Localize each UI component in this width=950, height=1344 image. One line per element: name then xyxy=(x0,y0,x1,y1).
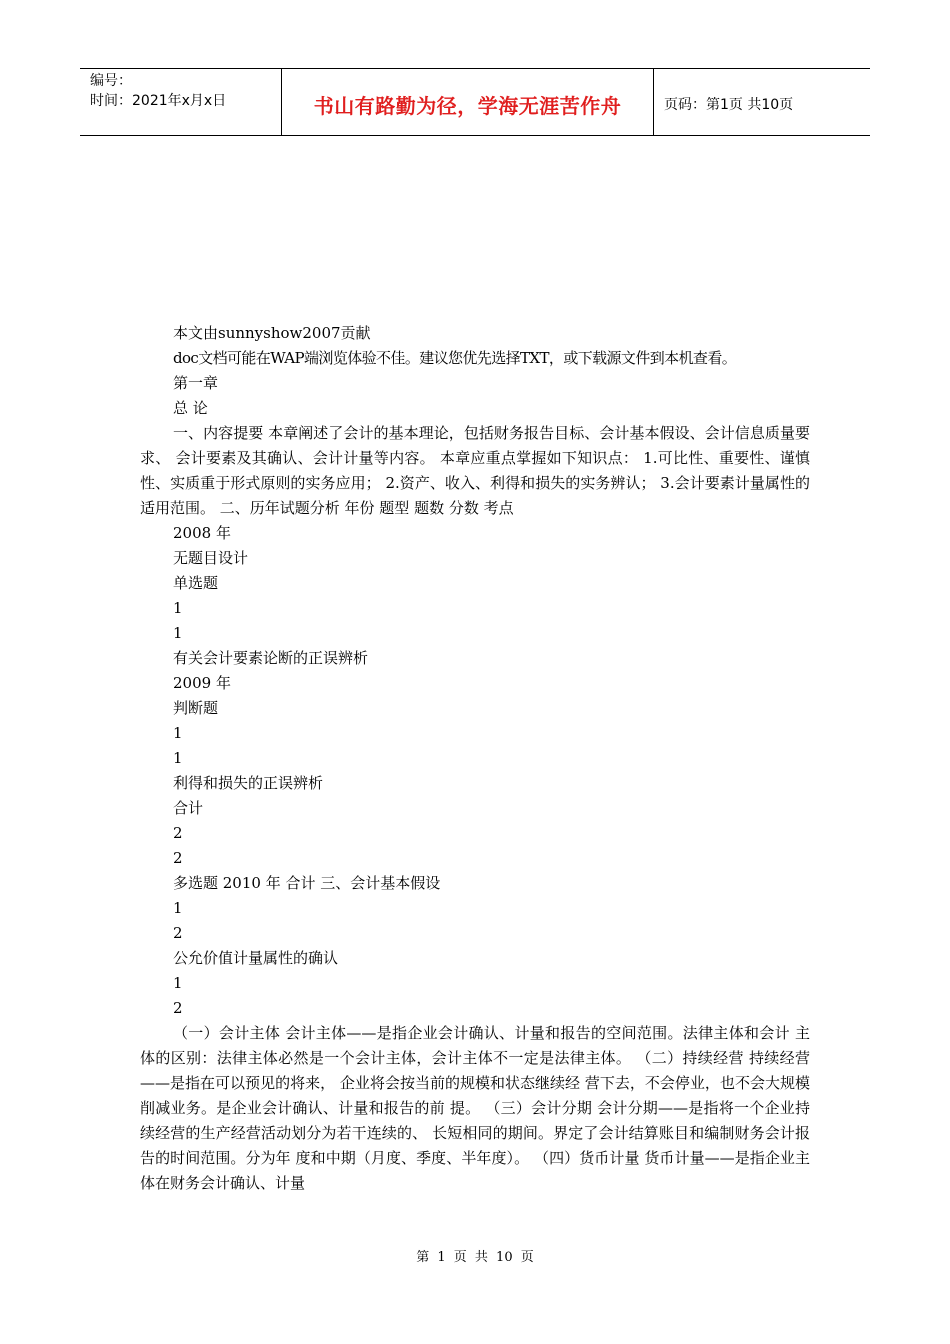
body-line: doc文档可能在WAP端浏览体验不佳。建议您优先选择TXT，或下载源文件到本机查看。 xyxy=(173,349,737,367)
document-number-label: 编号： xyxy=(90,73,132,89)
body-line: 1 xyxy=(173,599,183,617)
body-line: 无题目设计 xyxy=(173,549,249,567)
body-line: 1 xyxy=(173,724,183,742)
body-line: 2 xyxy=(173,999,183,1017)
body-line: 1 xyxy=(173,749,183,767)
header-slogan: 书山有路勤为径，学海无涯苦作舟 xyxy=(282,69,654,135)
header-page-number: 页码：第1页 共10页 xyxy=(664,97,794,113)
document-body xyxy=(140,321,810,1196)
body-line: 多选题 2010 年 合计 三、会计基本假设 xyxy=(173,874,441,892)
body-line: 本文由sunnyshow2007贡献 xyxy=(173,324,371,342)
body-line: 1 xyxy=(173,899,183,917)
body-line: 单选题 xyxy=(173,574,219,592)
body-paragraph: （一）会计主体 会计主体——是指企业会计确认、计量和报告的空间范围。法律主体和会计 主体的区别：法律主体必然是一个会计主体，会计主体不一定是法律主体。 （二）持续经营 持续经营——是指在可以预见的将来， 企业将会按当前的规模和状态继续经 营下去，不会停业，也不会大规模削减业务。是企业会计确认、计量和报告的前 提。 （三）会计分期 会计分期——是指将一个企业持续经营的生产经营活动划分为若干连续的、 长短相同的期间。界定了会计结算账目和编制财务会计报告的时间范围。分为年 度和中期（月度、季度、半年度）。 （四）货币计量 货币计量——是指企业主体在财务会计确认、计量 xyxy=(140,1024,810,1192)
body-line: 2 xyxy=(173,824,183,842)
document-date-label: 时间：2021年x月x日 xyxy=(90,93,227,109)
body-paragraph: 一、内容提要 本章阐述了会计的基本理论，包括财务报告目标、会计基本假设、会计信息质量要求、 会计要素及其确认、会计计量等内容。 本章应重点掌握如下知识点： 1.可比性、重要性、谨慎性、实质重于形式原则的实务应用； 2.资产、收入、利得和损失的实务辨认； 3.会计要素计量属性的适用范围。 二、历年试题分析 年份 题型 题数 分数 考点 xyxy=(140,424,810,517)
chapter-title: 总 论 xyxy=(173,399,208,417)
body-line: 公允价值计量属性的确认 xyxy=(173,949,339,967)
body-line: 1 xyxy=(173,624,183,642)
page-footer: 第 1 页 共 10 页 xyxy=(416,1250,534,1265)
body-line: 2 xyxy=(173,924,183,942)
chapter-number: 第一章 xyxy=(173,374,219,392)
page-header xyxy=(80,68,870,136)
body-line: 有关会计要素论断的正误辨析 xyxy=(173,649,369,667)
body-line: 2 xyxy=(173,849,183,867)
body-line: 2009 年 xyxy=(173,674,231,692)
body-line: 1 xyxy=(173,974,183,992)
body-line: 合计 xyxy=(173,799,204,817)
body-line: 判断题 xyxy=(173,699,219,717)
header-info-cell xyxy=(80,69,282,135)
body-line: 利得和损失的正误辨析 xyxy=(173,774,324,792)
body-line: 2008 年 xyxy=(173,524,231,542)
